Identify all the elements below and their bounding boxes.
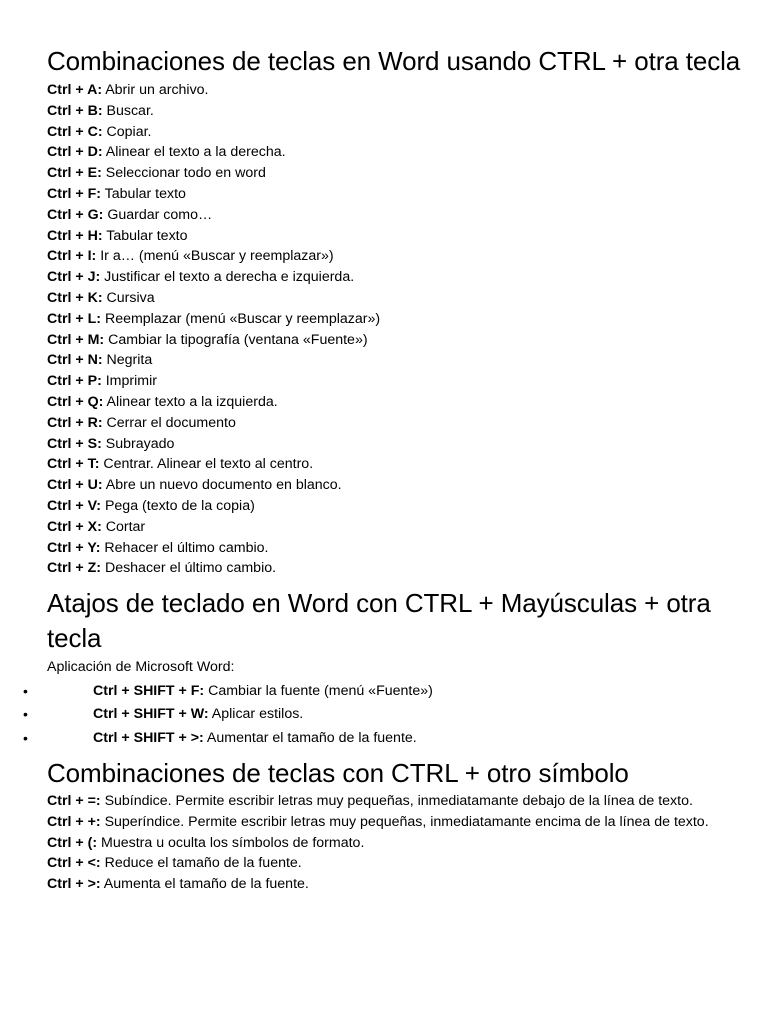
shortcut-key: Ctrl + M: xyxy=(47,331,105,348)
shortcut-row xyxy=(47,517,747,538)
shortcut-row xyxy=(47,288,747,309)
bullet-item xyxy=(23,727,747,750)
shortcut-key: Ctrl + L: xyxy=(47,310,101,327)
section1-heading: Combinaciones de teclas en Word usando CTRL + otra tecla xyxy=(47,46,741,76)
shortcut-row xyxy=(47,454,747,475)
shortcut-desc: Negrita xyxy=(102,352,153,369)
shortcut-key: Ctrl + T: xyxy=(47,456,100,473)
shortcut-paragraph xyxy=(47,812,727,833)
shortcut-desc: Alinear texto a la izquierda. xyxy=(103,393,278,410)
shortcut-desc: Guardar como… xyxy=(103,206,213,223)
shortcut-row xyxy=(47,434,747,455)
shortcut-row xyxy=(47,205,747,226)
bullet-icon: • xyxy=(23,729,28,746)
shortcut-desc: Cerrar el documento xyxy=(102,414,236,431)
shortcut-row xyxy=(47,496,747,517)
shortcut-row xyxy=(47,413,747,434)
shortcut-row xyxy=(47,246,747,267)
shortcut-desc: Cambiar la fuente (menú «Fuente») xyxy=(204,683,433,700)
shortcut-key: Ctrl + U: xyxy=(47,477,103,494)
shortcut-desc: Tabular texto xyxy=(101,185,186,202)
shortcut-row xyxy=(47,371,747,392)
shortcut-desc: Subrayado xyxy=(101,435,175,452)
shortcut-row xyxy=(47,330,747,351)
shortcut-key: Ctrl + G: xyxy=(47,206,104,223)
shortcut-desc: Buscar. xyxy=(102,102,154,119)
shortcut-desc: Cursiva xyxy=(102,289,155,306)
shortcut-row xyxy=(47,558,747,579)
shortcut-desc: Centrar. Alinear el texto al centro. xyxy=(99,456,314,473)
shortcut-key: Ctrl + SHIFT + >: xyxy=(93,729,204,746)
shortcut-row xyxy=(47,267,747,288)
shortcut-key: Ctrl + K: xyxy=(47,289,103,306)
shortcut-desc: Ir a… (menú «Buscar y reemplazar») xyxy=(96,248,334,265)
shortcut-key: Ctrl + >: xyxy=(47,876,101,893)
shortcut-key: Ctrl + SHIFT + F: xyxy=(93,683,205,700)
shortcut-desc: Pega (texto de la copia) xyxy=(101,497,255,514)
shortcut-key: Ctrl + Q: xyxy=(47,393,104,410)
shortcut-key: Ctrl + P: xyxy=(47,373,102,390)
shortcut-paragraph xyxy=(47,791,727,812)
bullet-icon: • xyxy=(23,706,28,723)
shortcut-desc: Deshacer el último cambio. xyxy=(101,560,277,577)
shortcut-row xyxy=(47,163,747,184)
shortcut-key: Ctrl + +: xyxy=(47,813,101,830)
shortcut-row xyxy=(47,226,747,247)
shortcut-key: Ctrl + Y: xyxy=(47,539,101,556)
shortcut-key: Ctrl + H: xyxy=(47,227,103,244)
bullet-icon: • xyxy=(23,683,28,700)
shortcut-desc: Rehacer el último cambio. xyxy=(100,539,269,556)
shortcut-desc: Reduce el tamaño de la fuente. xyxy=(100,855,302,872)
shortcut-row xyxy=(47,80,747,101)
shortcut-desc: Superíndice. Permite escribir letras muy pequeñas, inmediatamante encima de la línea de texto. xyxy=(100,813,709,830)
shortcut-key: Ctrl + S: xyxy=(47,435,102,452)
shortcut-key: Ctrl + I: xyxy=(47,248,97,265)
section2-subtitle: Aplicación de Microsoft Word: xyxy=(47,659,235,676)
shortcut-row xyxy=(47,392,747,413)
shortcut-desc: Cambiar la tipografía (ventana «Fuente») xyxy=(104,331,368,348)
shortcut-row xyxy=(47,874,747,895)
section2-heading: Atajos de teclado en Word con CTRL + Mayúsculas + otra tecla xyxy=(47,588,711,654)
section2-list xyxy=(23,680,747,750)
shortcut-key: Ctrl + Z: xyxy=(47,560,101,577)
shortcut-desc: Abrir un archivo. xyxy=(102,82,209,98)
section1-list xyxy=(47,80,747,579)
shortcut-key: Ctrl + R: xyxy=(47,414,103,431)
shortcut-key: Ctrl + V: xyxy=(47,497,102,514)
shortcut-row xyxy=(47,122,747,143)
shortcut-row xyxy=(47,350,747,371)
document-page xyxy=(23,44,747,895)
shortcut-desc: Tabular texto xyxy=(102,227,188,244)
shortcut-row xyxy=(47,184,747,205)
shortcut-desc: Imprimir xyxy=(101,373,157,390)
shortcut-desc: Justificar el texto a derecha e izquierda. xyxy=(100,269,355,286)
shortcut-key: Ctrl + E: xyxy=(47,165,102,182)
shortcut-key: Ctrl + A: xyxy=(47,82,103,98)
shortcut-row xyxy=(47,475,747,496)
section3-list xyxy=(47,791,747,895)
shortcut-desc: Aumenta el tamaño de la fuente. xyxy=(100,876,309,893)
shortcut-row xyxy=(47,538,747,559)
bullet-item xyxy=(23,680,747,703)
shortcut-key: Ctrl + D: xyxy=(47,144,103,161)
shortcut-row xyxy=(47,101,747,122)
shortcut-row xyxy=(47,142,747,163)
shortcut-key: Ctrl + B: xyxy=(47,102,103,119)
shortcut-row xyxy=(47,309,747,330)
shortcut-key: Ctrl + F: xyxy=(47,185,101,202)
shortcut-key: Ctrl + =: xyxy=(47,793,101,810)
shortcut-key: Ctrl + X: xyxy=(47,518,102,535)
shortcut-desc: Muestra u oculta los símbolos de formato. xyxy=(97,834,365,851)
shortcut-desc: Seleccionar todo en word xyxy=(101,165,266,182)
shortcut-row xyxy=(47,853,747,874)
shortcut-desc: Alinear el texto a la derecha. xyxy=(102,144,286,161)
bullet-item xyxy=(23,703,747,726)
shortcut-desc: Reemplazar (menú «Buscar y reemplazar») xyxy=(101,310,381,327)
shortcut-desc: Subíndice. Permite escribir letras muy pequeñas, inmediatamante debajo de la línea de texto. xyxy=(100,793,693,810)
shortcut-desc: Cortar xyxy=(101,518,146,535)
shortcut-desc: Aumentar el tamaño de la fuente. xyxy=(203,729,417,746)
section3-heading: Combinaciones de teclas con CTRL + otro símbolo xyxy=(47,758,629,789)
shortcut-desc: Abre un nuevo documento en blanco. xyxy=(102,477,342,494)
shortcut-desc: Aplicar estilos. xyxy=(208,706,304,723)
shortcut-key: Ctrl + J: xyxy=(47,269,101,286)
shortcut-key: Ctrl + SHIFT + W: xyxy=(93,706,209,723)
shortcut-key: Ctrl + C: xyxy=(47,123,103,140)
shortcut-key: Ctrl + (: xyxy=(47,834,98,851)
shortcut-key: Ctrl + N: xyxy=(47,352,103,369)
shortcut-key: Ctrl + <: xyxy=(47,855,101,872)
shortcut-row xyxy=(47,833,747,854)
shortcut-desc: Copiar. xyxy=(102,123,152,140)
